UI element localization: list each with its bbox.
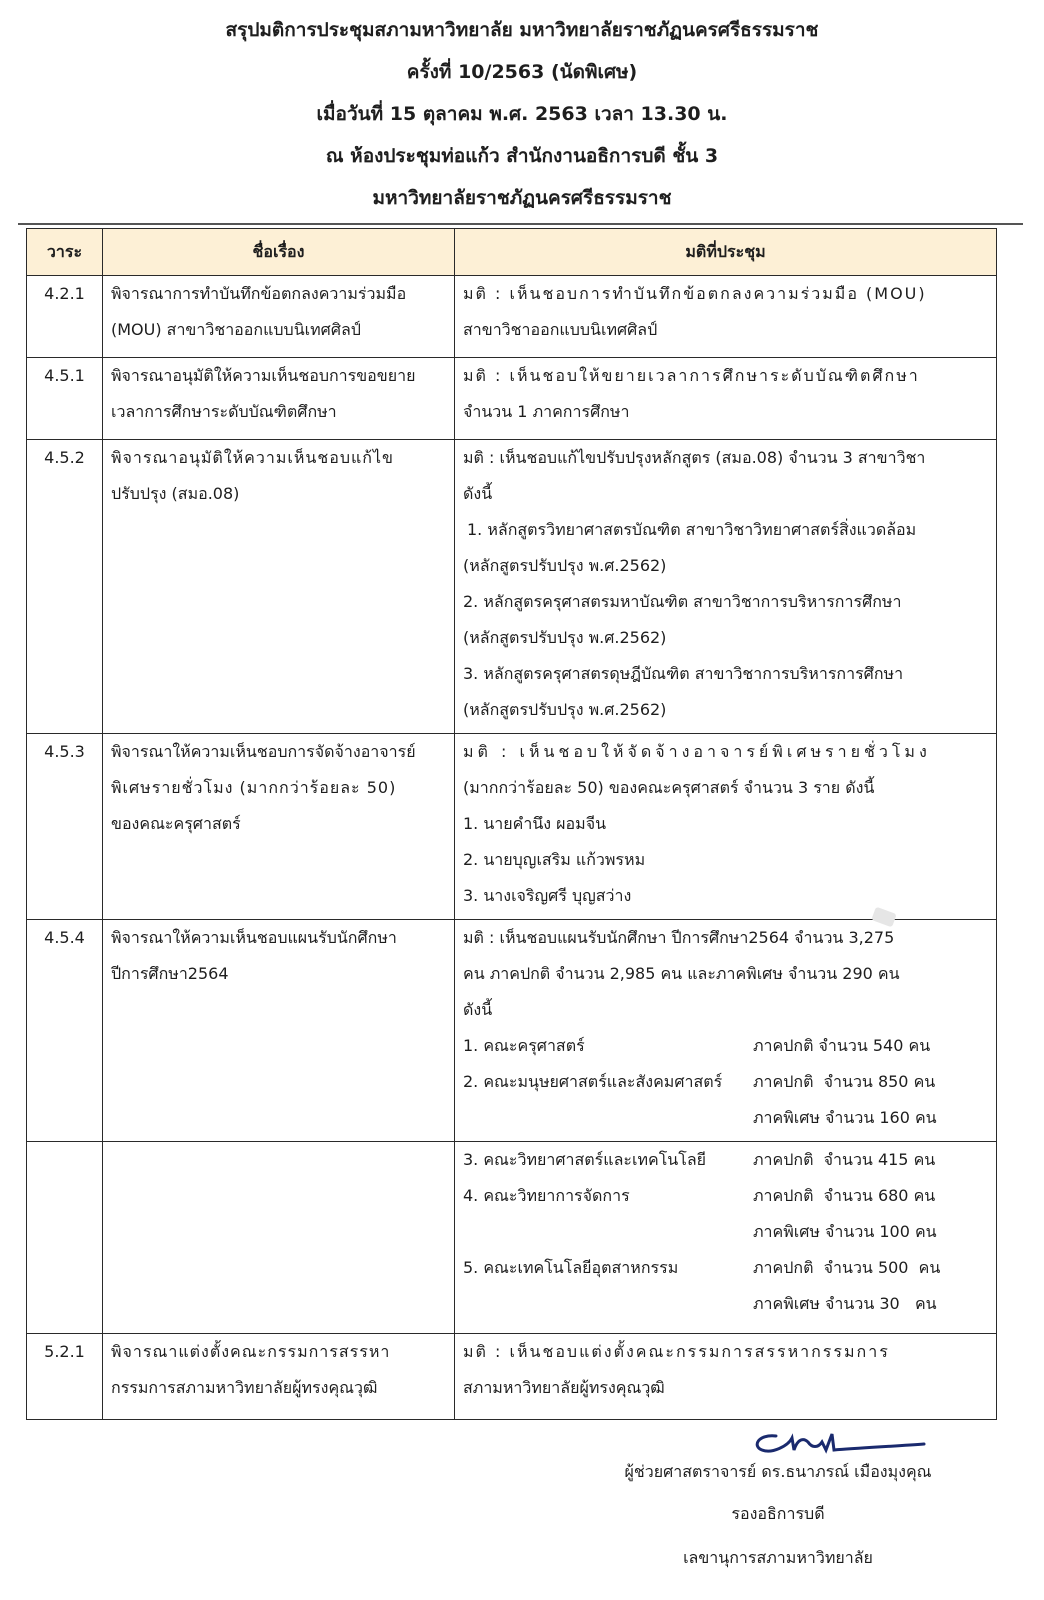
agenda-title <box>103 734 455 920</box>
agenda-title <box>103 920 455 1142</box>
title-line: พิจารณาการทำบันทึกข้อตกลงความร่วมมือ <box>111 284 407 303</box>
title-line: พิจารณาแต่งตั้งคณะกรรมการสรรหา <box>111 1342 391 1361</box>
agenda-title-empty <box>103 1142 455 1334</box>
university-name: มหาวิทยาลัยราชภัฏนครศรีธรรมราช <box>372 187 672 209</box>
table-row <box>27 358 997 440</box>
faculty-quota-row <box>463 1064 988 1100</box>
signatory-secretary-title: เลขานุการสภามหาวิทยาลัย <box>683 1548 873 1567</box>
title-line: พิเศษรายชั่วโมง (มากกว่าร้อยละ 50) <box>111 778 397 797</box>
resolutions-table <box>26 228 997 1420</box>
faculty-quota: ภาคพิเศษ จำนวน 30 คน <box>753 1294 937 1313</box>
faculty-name: 1. คณะครุศาสตร์ <box>463 1036 585 1055</box>
resolution-line: (หลักสูตรปรับปรุง พ.ศ.2562) <box>463 700 667 719</box>
faculty-name: 3. คณะวิทยาศาสตร์และเทคโนโลยี <box>463 1150 707 1169</box>
resolution-line: มติ : เห็นชอบแต่งตั้งคณะกรรมการสรรหากรรมการ <box>463 1342 890 1361</box>
faculty-quota: ภาคพิเศษ จำนวน 160 คน <box>753 1108 937 1127</box>
table-row <box>27 1334 997 1420</box>
resolution-line: 3. หลักสูตรครุศาสตรดุษฎีบัณฑิต สาขาวิชาการบริหารการศึกษา <box>463 664 904 683</box>
col-header-resolution: มติที่ประชุม <box>455 229 997 276</box>
resolution-line: 1. นายคำนึง ผอมจีน <box>463 814 607 833</box>
title-line: พิจารณาอนุมัติให้ความเห็นชอบการขอขยาย <box>111 366 416 385</box>
agenda-number: 4.5.3 <box>27 734 103 920</box>
table-header-row <box>27 229 997 276</box>
faculty-quota-row <box>463 1028 988 1064</box>
meeting-date: เมื่อวันที่ 15 ตุลาคม พ.ศ. 2563 เวลา 13.30 น. <box>316 103 728 125</box>
resolution-line: มติ : เห็นชอบการทำบันทึกข้อตกลงความร่วมมือ (MOU) <box>463 284 927 303</box>
title-line: พิจารณาให้ความเห็นชอบการจัดจ้างอาจารย์ <box>111 742 416 761</box>
resolution-line: 2. นายบุญเสริม แก้วพรหม <box>463 850 646 869</box>
table-row <box>27 734 997 920</box>
agenda-title <box>103 358 455 440</box>
resolution-line: จำนวน 1 ภาคการศึกษา <box>463 402 630 421</box>
resolution-line: คน ภาคปกติ จำนวน 2,985 คน และภาคพิเศษ จำนวน 290 คน <box>463 964 900 983</box>
agenda-title <box>103 276 455 358</box>
faculty-quota: ภาคปกติ จำนวน 540 คน <box>753 1036 931 1055</box>
resolution <box>455 358 997 440</box>
resolution-line: (มากกว่าร้อยละ 50) ของคณะครุศาสตร์ จำนวน 3 ราย ดังนี้ <box>463 778 875 797</box>
agenda-number: 4.2.1 <box>27 276 103 358</box>
faculty-quota-row <box>463 1178 988 1214</box>
resolution <box>455 1334 997 1420</box>
doc-title: สรุปมติการประชุมสภามหาวิทยาลัย มหาวิทยาลัยราชภัฏนครศรีธรรมราช <box>225 19 819 41</box>
faculty-quota-row <box>463 1250 988 1286</box>
resolution-line: 2. หลักสูตรครุศาสตรมหาบัณฑิต สาขาวิชาการบริหารการศึกษา <box>463 592 902 611</box>
title-line: เวลาการศึกษาระดับบัณฑิตศึกษา <box>111 402 337 421</box>
title-line: พิจารณาให้ความเห็นชอบแผนรับนักศึกษา <box>111 928 397 947</box>
resolution-line: ดังนี้ <box>463 1000 493 1019</box>
title-line: ปีการศึกษา2564 <box>111 964 229 983</box>
faculty-name: 2. คณะมนุษยศาสตร์และสังคมศาสตร์ <box>463 1072 723 1091</box>
agenda-title <box>103 1334 455 1420</box>
resolution-line: (หลักสูตรปรับปรุง พ.ศ.2562) <box>463 556 667 575</box>
agenda-number: 4.5.2 <box>27 440 103 734</box>
title-line: กรรมการสภามหาวิทยาลัยผู้ทรงคุณวุฒิ <box>111 1378 378 1397</box>
table-row <box>27 920 997 1142</box>
faculty-quota: ภาคปกติ จำนวน 850 คน <box>753 1072 936 1091</box>
meeting-place: ณ ห้องประชุมท่อแก้ว สำนักงานอธิการบดี ชั้น 3 <box>325 145 719 167</box>
signatory-position: รองอธิการบดี <box>731 1504 825 1523</box>
resolution-line: สาขาวิชาออกแบบนิเทศศิลป์ <box>463 320 658 339</box>
header-rule <box>18 223 1023 225</box>
faculty-quota: ภาคปกติ จำนวน 415 คน <box>753 1150 936 1169</box>
agenda-number: 4.5.1 <box>27 358 103 440</box>
faculty-quota: ภาคปกติ จำนวน 500 คน <box>753 1258 941 1277</box>
resolution <box>455 440 997 734</box>
resolution-line: มติ : เห็นชอบแผนรับนักศึกษา ปีการศึกษา2564 จำนวน 3,275 <box>463 928 895 947</box>
agenda-title <box>103 440 455 734</box>
col-header-title: ชื่อเรื่อง <box>103 229 455 276</box>
resolution-line: 1. หลักสูตรวิทยาศาสตรบัณฑิต สาขาวิชาวิทยาศาสตร์สิ่งแวดล้อม <box>467 520 917 539</box>
signatory-name: ผู้ช่วยศาสตราจารย์ ดร.ธนาภรณ์ เมืองมุงคุณ <box>624 1462 932 1481</box>
title-line: ของคณะครุศาสตร์ <box>111 814 241 833</box>
faculty-quota-row <box>463 1100 988 1136</box>
resolution-line: ดังนี้ <box>463 484 493 503</box>
faculty-quota-row <box>463 1142 988 1178</box>
resolution-line: มติ : เห็นชอบแก้ไขปรับปรุงหลักสูตร (สมอ.08) จำนวน 3 สาขาวิชา <box>463 448 926 467</box>
resolution-continued <box>455 1142 997 1334</box>
col-header-agenda: วาระ <box>27 229 103 276</box>
resolution-line: 3. นางเจริญศรี บุญสว่าง <box>463 886 632 905</box>
resolution-line: (หลักสูตรปรับปรุง พ.ศ.2562) <box>463 628 667 647</box>
meeting-number: ครั้งที่ 10/2563 (นัดพิเศษ) <box>406 61 638 83</box>
table-row <box>27 276 997 358</box>
title-line: พิจารณาอนุมัติให้ความเห็นชอบแก้ไข <box>111 448 394 467</box>
faculty-quota-row <box>463 1286 988 1322</box>
faculty-quota: ภาคปกติ จำนวน 680 คน <box>753 1186 936 1205</box>
title-line: ปรับปรุง (สมอ.08) <box>111 484 240 503</box>
faculty-quota: ภาคพิเศษ จำนวน 100 คน <box>753 1222 937 1241</box>
resolution <box>455 920 997 1142</box>
table-row-continued <box>27 1142 997 1334</box>
table-row <box>27 440 997 734</box>
agenda-number: 4.5.4 <box>27 920 103 1142</box>
resolution-line: สภามหาวิทยาลัยผู้ทรงคุณวุฒิ <box>463 1378 665 1397</box>
resolution <box>455 734 997 920</box>
title-line: (MOU) สาขาวิชาออกแบบนิเทศศิลป์ <box>111 320 361 339</box>
agenda-number-empty <box>27 1142 103 1334</box>
faculty-quota-row <box>463 1214 988 1250</box>
faculty-name: 4. คณะวิทยาการจัดการ <box>463 1186 630 1205</box>
resolution-line: มติ : เห็นชอบให้ขยายเวลาการศึกษาระดับบัณฑิตศึกษา <box>463 366 920 385</box>
resolution-line: มติ : เห็นชอบให้จัดจ้างอาจารย์พิเศษรายชั่วโมง <box>463 742 931 761</box>
faculty-name: 5. คณะเทคโนโลยีอุตสาหกรรม <box>463 1258 679 1277</box>
resolution <box>455 276 997 358</box>
agenda-number: 5.2.1 <box>27 1334 103 1420</box>
